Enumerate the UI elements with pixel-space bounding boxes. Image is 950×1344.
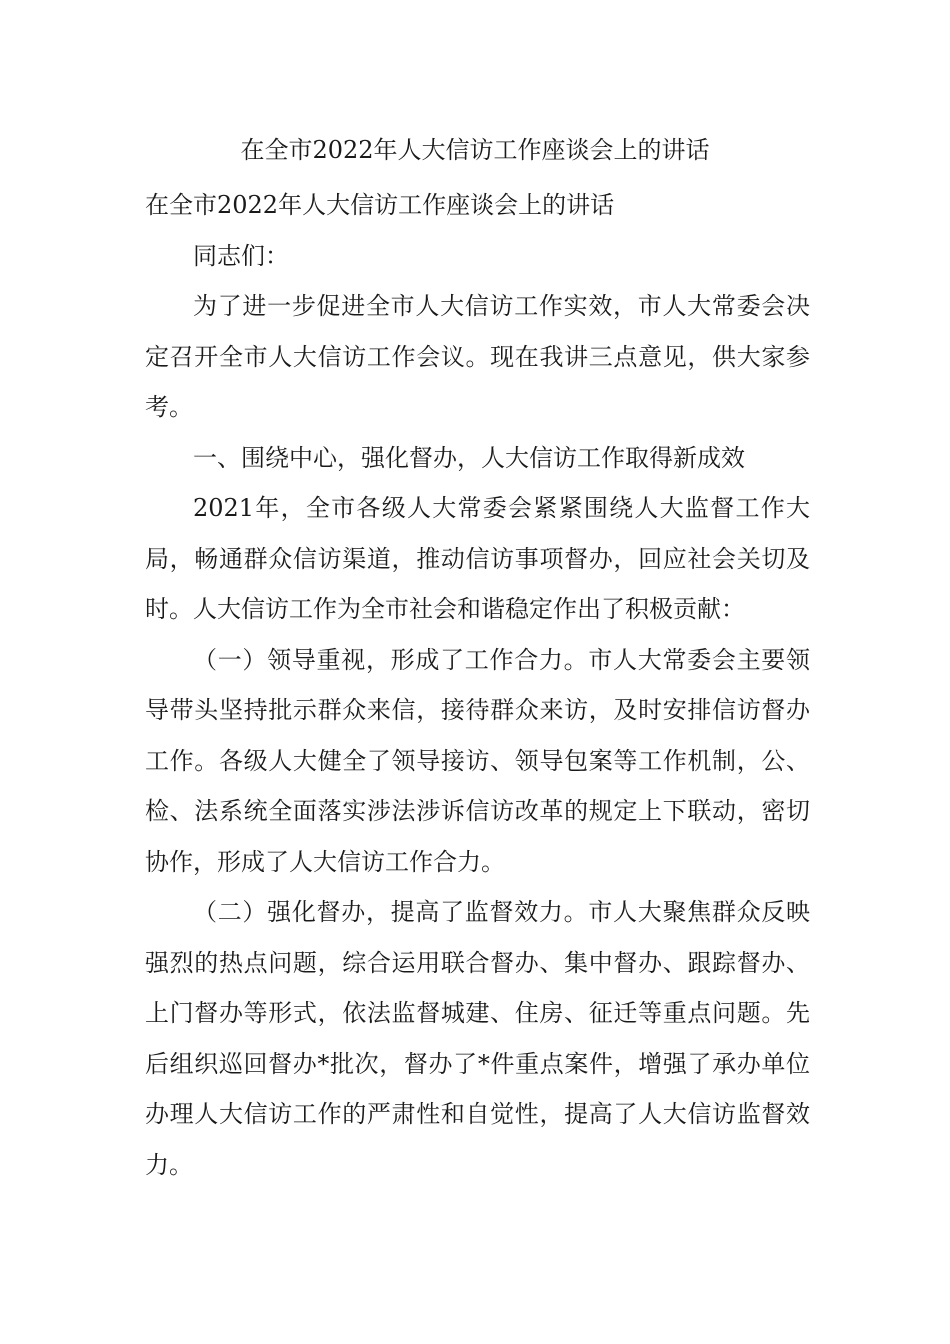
document-body (145, 180, 810, 1190)
intro-paragraph: 为了进一步促进全市人大信访工作实效，市人大常委会决定召开全市人大信访工作会议。现在我讲三点意见，供大家参考。 (145, 292, 810, 421)
salutation-paragraph: 同志们： (193, 241, 289, 270)
body-paragraph-2021: 2021年，全市各级人大常委会紧紧围绕人大监督工作大局，畅通群众信访渠道，推动信访事项督办，回应社会关切及时。人大信访工作为全市社会和谐稳定作出了积极贡献： (145, 494, 810, 623)
body-paragraph-supervision: （二）强化督办，提高了监督效力。市人大聚焦群众反映强烈的热点问题，综合运用联合督办、集中督办、跟踪督办、上门督办等形式，依法监督城建、住房、征迁等重点问题。先后组织巡回督办*批次，督办了*件重点案件，增强了承办单位办理人大信访工作的严肃性和自觉性，提高了人大信访监督效力。 (145, 898, 810, 1179)
section-heading-1: 一、围绕中心，强化督办，人大信访工作取得新成效 (193, 443, 745, 472)
body-paragraph-leadership: （一）领导重视，形成了工作合力。市人大常委会主要领导带头坚持批示群众来信，接待群众来访，及时安排信访督办工作。各级人大健全了领导接访、领导包案等工作机制，公、检、法系统全面落实涉法涉诉信访改革的规定上下联动，密切协作，形成了人大信访工作合力。 (145, 645, 810, 876)
subtitle-paragraph: 在全市2022年人大信访工作座谈会上的讲话 (145, 191, 615, 219)
document-title: 在全市2022年人大信访工作座谈会上的讲话 (240, 136, 710, 164)
